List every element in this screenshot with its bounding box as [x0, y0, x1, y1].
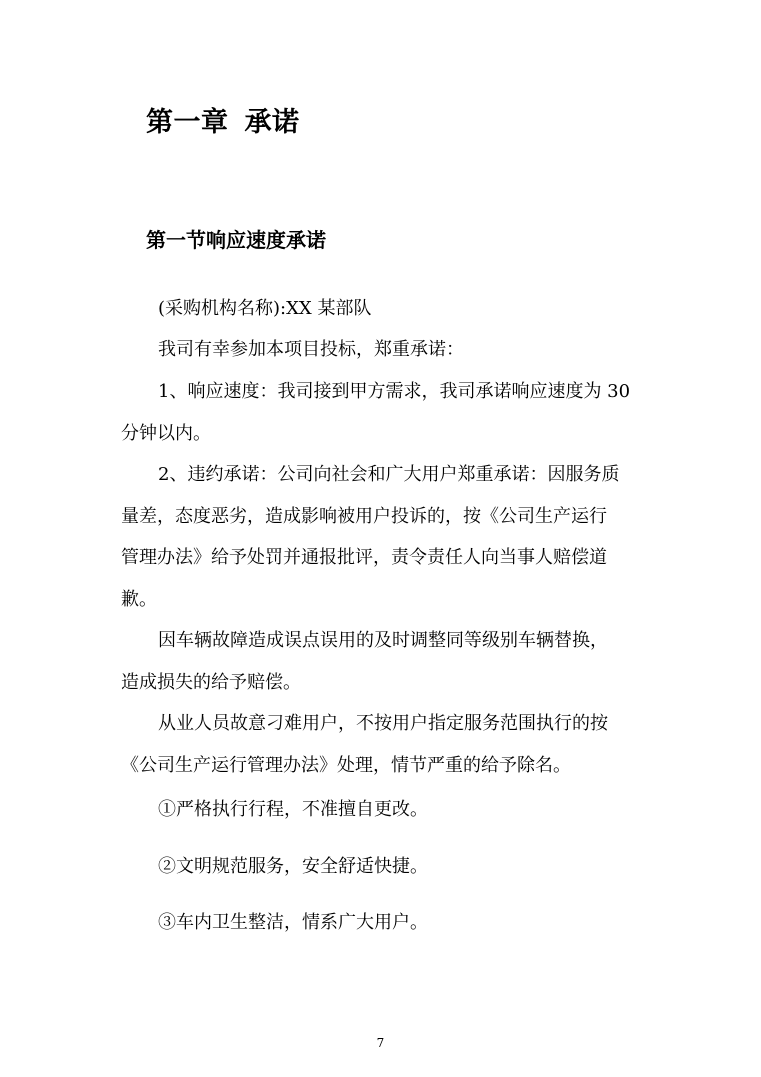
para4-line1: 从业人员故意刁难用户，不按用户指定服务范围执行的按 [158, 713, 608, 734]
item2-line3: 管理办法》给予处罚并通报批评，责令责任人向当事人赔偿道 [121, 547, 607, 568]
chapter-title: 承诺 [244, 107, 300, 138]
item1-line1: 1、响应速度：我司接到甲方需求，我司承诺响应速度为 30 [158, 381, 631, 402]
page-number: 7 [376, 1036, 385, 1050]
para3-line1: 因车辆故障造成误点误用的及时调整同等级别车辆替换， [158, 630, 608, 651]
addressee-line: (采购机构名称):XX 某部队 [158, 298, 372, 319]
item2-line1: 2、违约承诺：公司向社会和广大用户郑重承诺：因服务质 [158, 464, 620, 485]
para3-line2: 造成损失的给予赔偿。 [121, 672, 301, 693]
chapter-label: 第一章 [146, 107, 229, 138]
section-heading: 第一节响应速度承诺 [146, 228, 326, 252]
item2-line4: 歉。 [121, 589, 157, 610]
bullet-item-3: ③车内卫生整洁，情系广大用户。 [158, 912, 428, 933]
item2-line2: 量差，态度恶劣，造成影响被用户投诉的，按《公司生产运行 [121, 506, 607, 527]
chapter-heading [146, 100, 300, 139]
para4-line2: 《公司生产运行管理办法》处理，情节严重的给予除名。 [121, 755, 571, 776]
bullet-item-2: ②文明规范服务，安全舒适快捷。 [158, 856, 428, 877]
intro-line: 我司有幸参加本项目投标，郑重承诺： [158, 339, 464, 360]
item1-line2: 分钟以内。 [121, 423, 211, 444]
bullet-item-1: ①严格执行行程，不准擅自更改。 [158, 799, 428, 820]
